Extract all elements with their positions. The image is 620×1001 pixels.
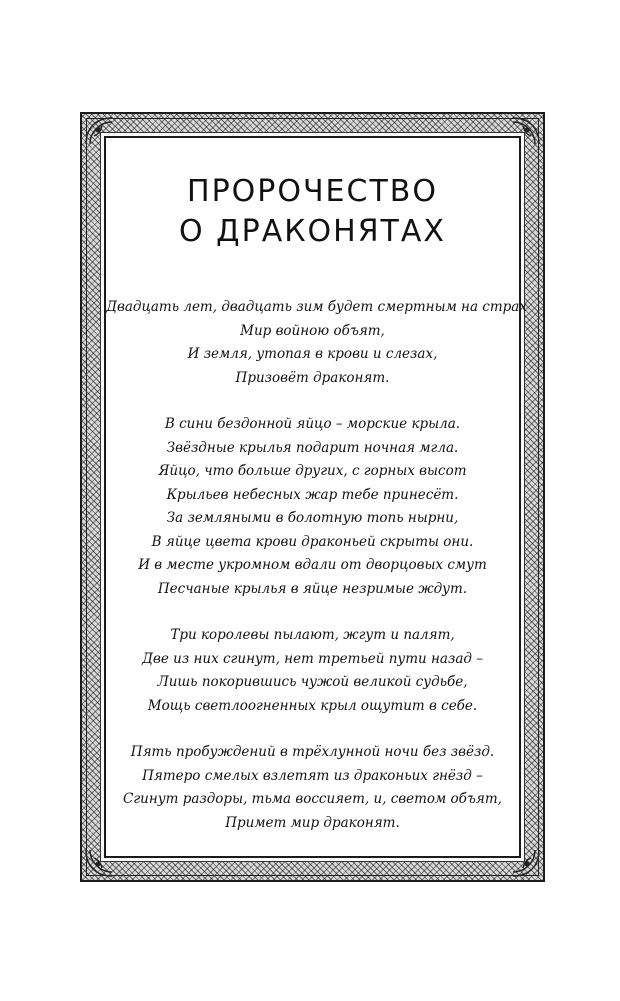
stanza-4 bbox=[106, 741, 519, 835]
poem-line: Призовёт драконят. bbox=[235, 369, 390, 386]
poem-line: Мир войною объят, bbox=[240, 322, 385, 339]
ornamental-frame bbox=[80, 112, 545, 882]
poem-line: Крыльев небесных жар тебе принесёт. bbox=[166, 486, 459, 503]
stanza-1 bbox=[106, 296, 527, 390]
poem-line: И в месте укромном вдали от дворцовых смут bbox=[138, 557, 487, 573]
poem-line: Песчаные крылья в яйце незримые ждут. bbox=[157, 580, 468, 597]
poem-line: Пять пробуждений в трёхлунной ночи без звёзд. bbox=[130, 744, 495, 760]
title-line-1: ПРОРОЧЕСТВО bbox=[187, 174, 438, 209]
page-title bbox=[106, 172, 519, 252]
poem-line: Звёздные крылья подарит ночная мгла. bbox=[166, 439, 459, 456]
poem-line: Мощь светлоогненных крыл ощутит в себе. bbox=[147, 697, 478, 714]
poem-line: Лишь покорившись чужой великой судьбе, bbox=[157, 674, 468, 690]
poem-line: За земляными в болотную топь нырни, bbox=[166, 510, 459, 526]
poem-line: Пятеро смелых взлетят из драконьих гнёзд – bbox=[142, 767, 483, 784]
poem-line: Двадцать лет, двадцать зим будет смертным на страх bbox=[106, 299, 527, 315]
poem-line: Две из них сгинут, нет третьей пути назад – bbox=[142, 650, 483, 667]
poem-line: Примет мир драконят. bbox=[225, 814, 400, 831]
poem bbox=[106, 296, 527, 858]
title-line-2: О ДРАКОНЯТАХ bbox=[179, 214, 446, 249]
poem-line: В яйце цвета крови драконьей скрыты они. bbox=[151, 533, 474, 550]
poem-line: И земля, утопая в крови и слезах, bbox=[187, 346, 438, 362]
stanza-3 bbox=[106, 624, 519, 718]
frame-content-area bbox=[104, 136, 527, 858]
stanza-2 bbox=[106, 413, 519, 601]
poem-line: Три королевы пылают, жгут и палят, bbox=[170, 627, 455, 643]
poem-line: В сини бездонной яйцо – морские крыла. bbox=[164, 416, 461, 432]
poem-line: Яйцо, что больше других, с горных высот bbox=[158, 463, 467, 479]
poem-line: Сгинут раздоры, тьма воссияет, и, светом объят, bbox=[123, 791, 502, 807]
